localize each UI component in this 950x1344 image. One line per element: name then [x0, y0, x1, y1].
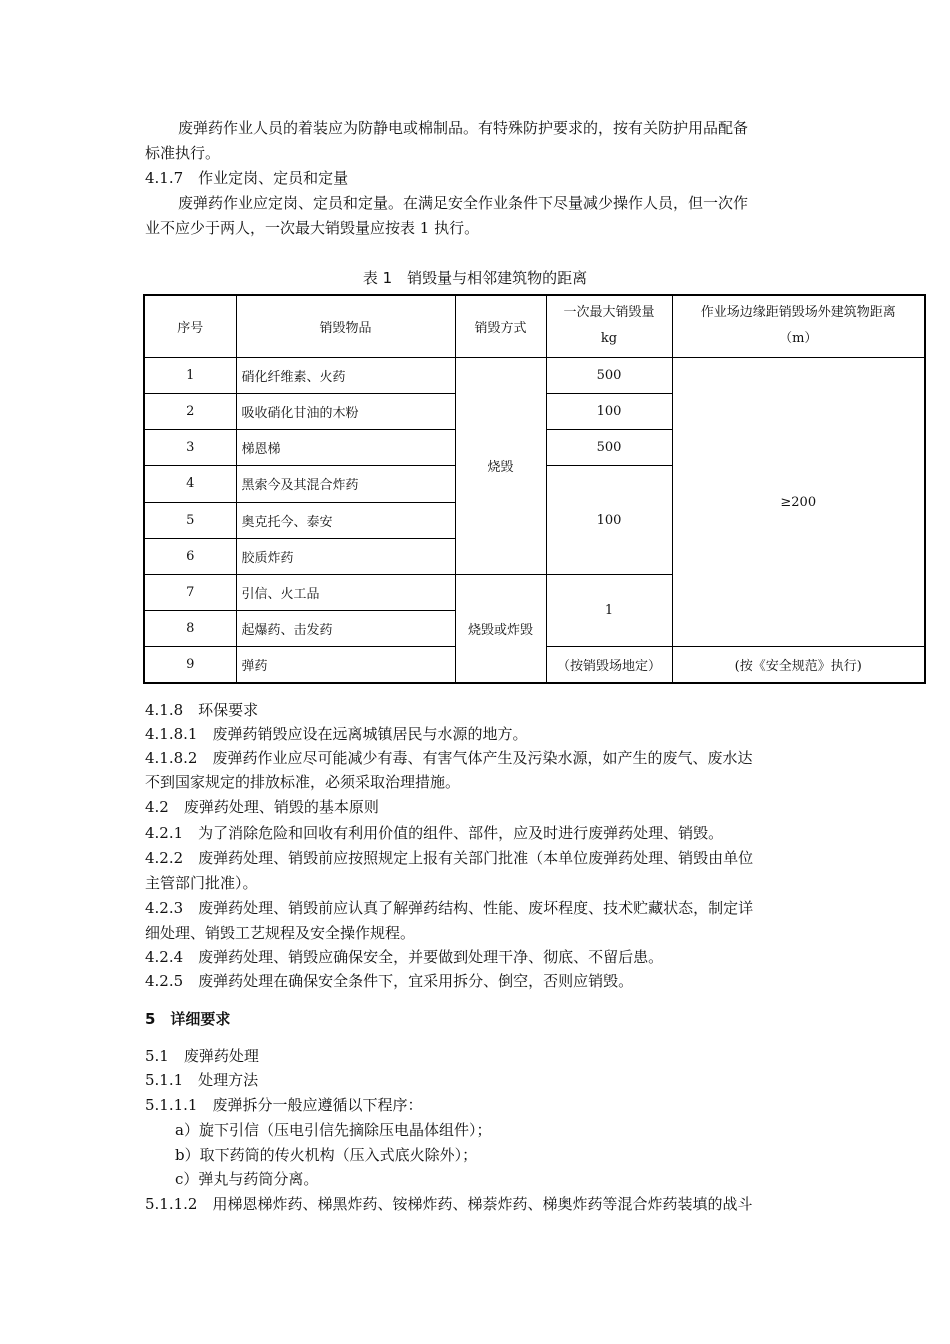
cell-quantity: 100 — [546, 466, 672, 575]
cell-item: 起爆药、击发药 — [236, 611, 455, 647]
cell-item: 胶质炸药 — [236, 538, 455, 574]
heading-4-1-8: 4.1.8 环保要求 — [145, 701, 259, 719]
cell-quantity: 500 — [546, 430, 672, 466]
cell-seq: 9 — [144, 647, 236, 683]
paragraph-attire-line2: 标准执行。 — [145, 144, 221, 162]
heading-5-1: 5.1 废弹药处理 — [145, 1047, 259, 1065]
paragraph-staffing-line1: 废弹药作业应定岗、定员和定量。在满足安全作业条件下尽量减少操作人员，但一次作 — [178, 194, 749, 212]
header-item: 销毁物品 — [236, 295, 455, 357]
clause-4-2-3-line1: 4.2.3 废弹药处理、销毁前应认真了解弹药结构、性能、废坏程度、技术贮藏状态，制定详 — [145, 899, 754, 917]
paragraph-attire-line1: 废弹药作业人员的着装应为防静电或棉制品。有特殊防护要求的，按有关防护用品配备 — [178, 119, 749, 137]
cell-item: 硝化纤维素、火药 — [236, 357, 455, 393]
heading-4-2: 4.2 废弹药处理、销毁的基本原则 — [145, 798, 379, 816]
cell-item: 黑索今及其混合炸药 — [236, 466, 455, 502]
clause-5-1-1-1: 5.1.1.1 废弹拆分一般应遵循以下程序： — [145, 1096, 423, 1114]
cell-seq: 8 — [144, 611, 236, 647]
table-caption: 表 1 销毁量与相邻建筑物的距离 — [362, 269, 588, 287]
clause-4-1-8-2-line2: 不到国家规定的排放标准，必须采取治理措施。 — [145, 773, 461, 791]
clause-4-2-1: 4.2.1 为了消除危险和回收有利用价值的组件、部件，应及时进行废弹药处理、销毁。 — [145, 824, 724, 842]
clause-4-1-8-1: 4.1.8.1 废弹药销毁应设在远离城镇居民与水源的地方。 — [145, 725, 528, 743]
destruction-table — [143, 294, 926, 684]
cell-seq: 3 — [144, 430, 236, 466]
header-quantity — [546, 295, 672, 357]
header-distance-unit: （m） — [779, 331, 818, 347]
paragraph-staffing-line2: 业不应少于两人，一次最大销毁量应按表 1 执行。 — [145, 219, 480, 237]
cell-distance-main: ≥200 — [672, 357, 925, 646]
table-header-row — [144, 295, 925, 357]
cell-quantity: 500 — [546, 357, 672, 393]
header-method: 销毁方式 — [455, 295, 546, 357]
cell-method-burn-or-blast: 烧毁或炸毁 — [455, 574, 546, 683]
header-quantity-label: 一次最大销毁量 — [563, 305, 655, 321]
cell-seq: 4 — [144, 466, 236, 502]
cell-item: 引信、火工品 — [236, 574, 455, 610]
cell-item: 吸收硝化甘油的木粉 — [236, 393, 455, 429]
cell-seq: 7 — [144, 574, 236, 610]
cell-quantity: 100 — [546, 393, 672, 429]
cell-distance: (按《安全规范》执行) — [672, 647, 925, 683]
cell-seq: 6 — [144, 538, 236, 574]
cell-item: 奥克托今、泰安 — [236, 502, 455, 538]
header-quantity-unit: kg — [600, 331, 618, 347]
heading-4-1-7: 4.1.7 作业定岗、定员和定量 — [145, 169, 349, 187]
list-item-c: c）弹丸与药筒分离。 — [175, 1170, 319, 1188]
clause-4-2-5: 4.2.5 废弹药处理在确保安全条件下，宜采用拆分、倒空，否则应销毁。 — [145, 972, 634, 990]
clause-4-2-4: 4.2.4 废弹药处理、销毁应确保安全，并要做到处理干净、彻底、不留后患。 — [145, 948, 664, 966]
header-distance-label: 作业场边缘距销毁场外建筑物距离 — [700, 305, 896, 321]
heading-5-1-1: 5.1.1 处理方法 — [145, 1071, 259, 1089]
cell-quantity: （按销毁场地定） — [546, 647, 672, 683]
clause-4-2-3-line2: 细处理、销毁工艺规程及安全操作规程。 — [145, 924, 416, 942]
heading-5: 5 详细要求 — [145, 1010, 231, 1028]
cell-method-burn: 烧毁 — [455, 357, 546, 574]
clause-4-2-2-line2: 主管部门批准）。 — [145, 874, 258, 892]
header-seq: 序号 — [144, 295, 236, 357]
cell-seq: 2 — [144, 393, 236, 429]
list-item-b: b）取下药筒的传火机构（压入式底火除外）； — [175, 1146, 478, 1164]
clause-5-1-1-2: 5.1.1.2 用梯恩梯炸药、梯黑炸药、铵梯炸药、梯萘炸药、梯奥炸药等混合炸药装填的战斗 — [145, 1195, 753, 1213]
cell-seq: 5 — [144, 502, 236, 538]
table-row — [144, 357, 925, 393]
cell-quantity: 1 — [546, 574, 672, 646]
cell-item: 弹药 — [236, 647, 455, 683]
clause-4-2-2-line1: 4.2.2 废弹药处理、销毁前应按照规定上报有关部门批准（本单位废弹药处理、销毁由单位 — [145, 849, 754, 867]
header-distance — [672, 295, 925, 357]
cell-item: 梯恩梯 — [236, 430, 455, 466]
list-item-a: a）旋下引信（压电引信先摘除压电晶体组件）； — [175, 1121, 492, 1139]
clause-4-1-8-2-line1: 4.1.8.2 废弹药作业应尽可能减少有毒、有害气体产生及污染水源，如产生的废气、废水达 — [145, 749, 753, 767]
cell-seq: 1 — [144, 357, 236, 393]
